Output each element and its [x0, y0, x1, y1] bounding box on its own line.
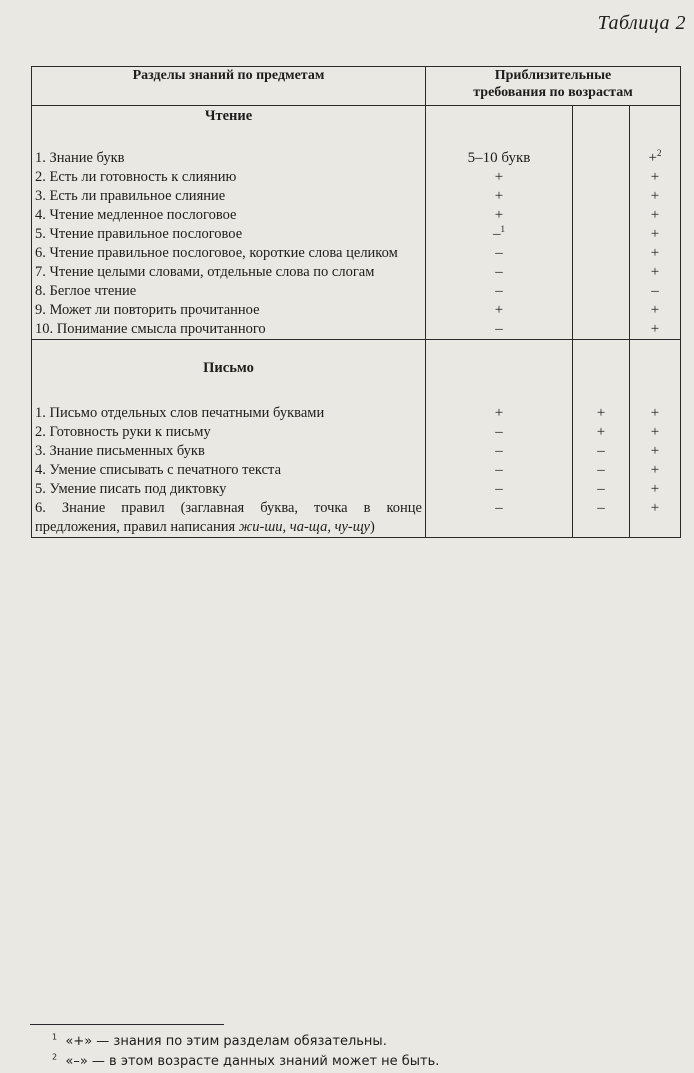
footnote-2: $^2$ «–» — в этом возрасте данных знаний может не быть. [52, 1052, 440, 1069]
mark-cell [573, 206, 630, 225]
mark-cell: – [426, 480, 573, 499]
mark-cell: + [630, 423, 681, 442]
mark-cell: – [426, 442, 573, 461]
mark-cell: – [426, 282, 573, 301]
mark-cell: + [426, 168, 573, 187]
mark-cell: + [630, 442, 681, 461]
table-row [32, 168, 681, 187]
table-row [32, 206, 681, 225]
table-row-label: 5. Умение писать под диктовку [32, 480, 426, 499]
table-row [32, 187, 681, 206]
table-row [32, 320, 681, 340]
table-row-label: 9. Может ли повторить прочитанное [32, 301, 426, 320]
mark-cell: + [630, 206, 681, 225]
footnotes [52, 1032, 439, 1072]
header-knowledge-sections: Разделы знаний по предметам [32, 67, 426, 106]
mark-cell: +$^2$ [630, 149, 681, 168]
mark-cell: + [630, 225, 681, 244]
mark-cell: + [630, 244, 681, 263]
footnote-ref: 2 [656, 148, 662, 158]
table-row-label: 4. Умение списывать с печатного текста [32, 461, 426, 480]
mark-cell [573, 225, 630, 244]
section-title-reading: Чтение [32, 106, 426, 136]
table-row-label: 1. Знание букв [32, 149, 426, 168]
mark-cell: + [630, 263, 681, 282]
mark-cell: – [573, 461, 630, 480]
table-row-label: 3. Есть ли правильное слияние [32, 187, 426, 206]
mark-cell: + [630, 480, 681, 499]
footnote-divider [30, 1024, 224, 1025]
mark-cell: – [426, 244, 573, 263]
mark-cell: + [630, 301, 681, 320]
table-row [32, 461, 681, 480]
mark-cell: + [426, 187, 573, 206]
header-age-line1: Приблизительные [494, 68, 612, 83]
mark-cell: + [630, 320, 681, 340]
table-row-label: 7. Чтение целыми словами, отдельные слова по слогам [32, 263, 426, 282]
mark-cell: + [630, 187, 681, 206]
table-row-label: 4. Чтение медленное послоговое [32, 206, 426, 225]
table-row [32, 244, 681, 263]
mark-cell: – [426, 263, 573, 282]
table-caption: Таблица 2 [597, 12, 686, 34]
requirements-table [31, 66, 681, 538]
table-row [32, 404, 681, 423]
table-row-label: 1. Письмо отдельных слов печатными буквами [32, 404, 426, 423]
table-row [32, 225, 681, 244]
writing-section [32, 340, 681, 500]
reading-section [32, 106, 681, 340]
mark-cell: – [426, 499, 573, 538]
footnote-ref: 1 [500, 224, 505, 234]
mark-cell: –$^1$ [426, 225, 573, 244]
mark-cell [573, 282, 630, 301]
header-age-line2: требования по возрастам [473, 85, 633, 100]
writing-last-row-group [32, 499, 681, 538]
table-row [32, 263, 681, 282]
table-row-label: 6. Знание правил (заглавная буква, точка в конце предложения, правил написания жи-ши, ча-ща, чу-щу) [32, 499, 426, 538]
mark-cell [573, 244, 630, 263]
mark-cell [573, 301, 630, 320]
mark-cell: – [426, 423, 573, 442]
table-row [32, 480, 681, 499]
mark-cell: + [573, 423, 630, 442]
table-row-label: 5. Чтение правильное послоговое [32, 225, 426, 244]
table-row [32, 149, 681, 168]
mark-cell: + [630, 404, 681, 423]
table-row-label: 2. Есть ли готовность к слиянию [32, 168, 426, 187]
table-row-label: 6. Чтение правильное послоговое, короткие слова целиком [32, 244, 426, 263]
table-row [32, 282, 681, 301]
table-row-label: 2. Готовность руки к письму [32, 423, 426, 442]
mark-cell: + [426, 301, 573, 320]
mark-cell [573, 168, 630, 187]
mark-cell: – [426, 461, 573, 480]
table-row-label: 8. Беглое чтение [32, 282, 426, 301]
mark-cell: – [573, 480, 630, 499]
table-row [32, 301, 681, 320]
header-age-requirements [426, 67, 681, 106]
mark-cell: + [630, 168, 681, 187]
table-row [32, 442, 681, 461]
mark-cell: + [630, 499, 681, 538]
table-row-label: 10. Понимание смысла прочитанного [32, 320, 426, 340]
mark-cell: – [630, 282, 681, 301]
mark-cell [573, 320, 630, 340]
mark-cell: + [630, 461, 681, 480]
section-title-writing: Письмо [32, 340, 426, 391]
mark-cell [573, 263, 630, 282]
mark-cell: + [573, 404, 630, 423]
mark-cell: + [426, 404, 573, 423]
mark-cell: – [426, 320, 573, 340]
mark-cell: + [426, 206, 573, 225]
mark-cell: 5–10 букв [426, 149, 573, 168]
table-row-label: 3. Знание письменных букв [32, 442, 426, 461]
table-row [32, 423, 681, 442]
mark-cell [573, 149, 630, 168]
mark-cell [573, 187, 630, 206]
mark-cell: – [573, 442, 630, 461]
footnote-1: $^1$ «+» — знания по этим разделам обязательны. [52, 1032, 387, 1049]
mark-cell: – [573, 499, 630, 538]
